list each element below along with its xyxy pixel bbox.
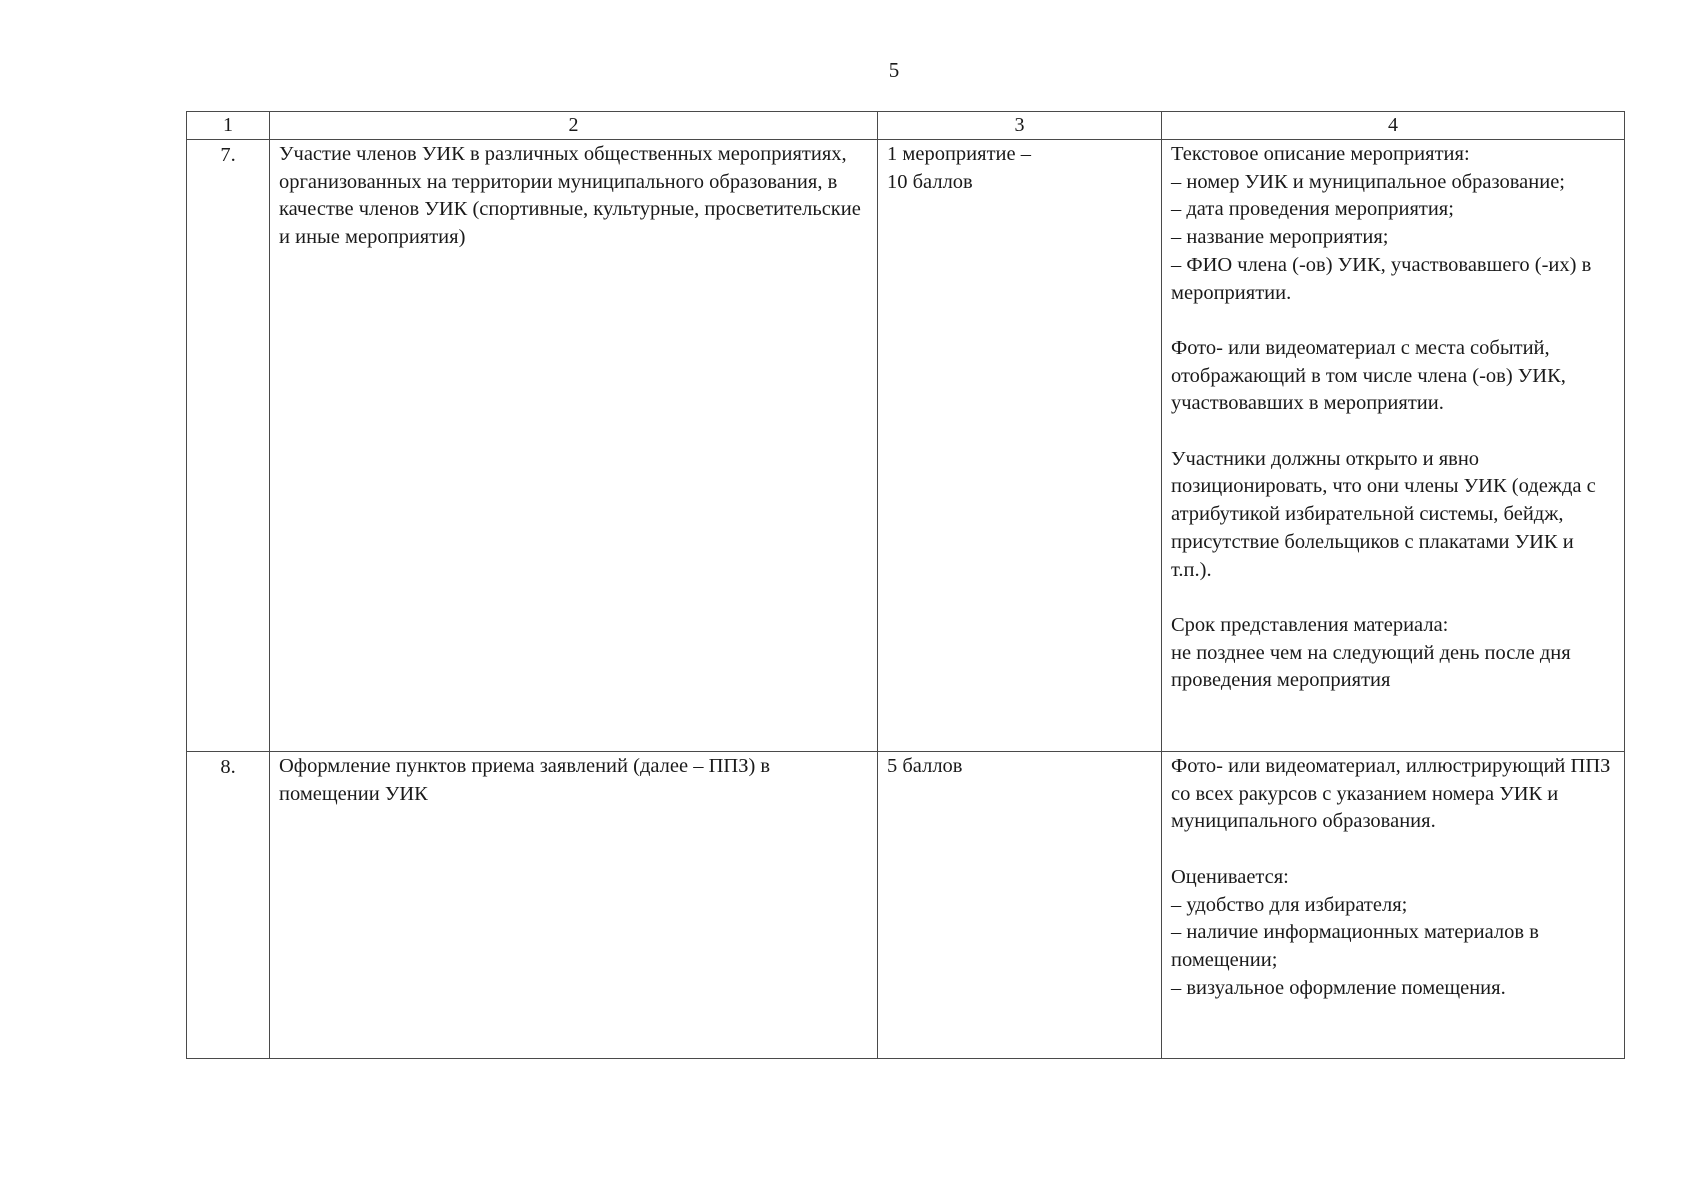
criteria-paragraph: Текстовое описание мероприятия: – номер УИК и муниципальное образование; – дата проведения мероприятия; – название мероприятия; – ФИО члена (-ов) УИК, участвовавшего (-их) в мероприятии. xyxy=(1171,143,1592,304)
header-col-3: 3 xyxy=(878,112,1162,140)
criteria xyxy=(1162,140,1625,752)
activity-text: Оформление пунктов приема заявлений (далее – ППЗ) в помещении УИК xyxy=(279,755,771,805)
criteria-paragraph: Срок представления материала: не позднее чем на следующий день после дня проведения мероприятия xyxy=(1171,613,1571,692)
score-text: 1 мероприятие – 10 баллов xyxy=(887,143,1031,193)
table-header-row xyxy=(187,112,1625,140)
criteria-paragraph: Фото- или видеоматериал, иллюстрирующий ППЗ со всех ракурсов с указанием номера УИК и муниципального образования. xyxy=(1171,755,1611,833)
table-row xyxy=(187,752,1625,1059)
row-number: 8. xyxy=(187,752,270,1059)
score-text: 5 баллов xyxy=(887,755,963,777)
row-number: 7. xyxy=(187,140,270,752)
page-number: 5 xyxy=(888,58,900,82)
activity-description xyxy=(270,140,878,752)
activity-description xyxy=(270,752,878,1059)
header-col-2: 2 xyxy=(270,112,878,140)
header-col-4: 4 xyxy=(1162,112,1625,140)
criteria-paragraph: Фото- или видеоматериал с места событий, отображающий в том числе члена (-ов) УИК, участвовавших в мероприятии. xyxy=(1171,336,1566,415)
criteria xyxy=(1162,752,1625,1059)
activity-text: Участие членов УИК в различных общественных мероприятиях, организованных на территории муниципального образования, в качестве членов УИК (спортивные, культурные, просветительские и иные мероприятия) xyxy=(279,143,861,249)
header-col-1: 1 xyxy=(187,112,270,140)
criteria-paragraph: Участники должны открыто и явно позиционировать, что они члены УИК (одежда с атрибутикой избирательной системы, бейдж, присутствие болельщиков с плакатами УИК и т.п.). xyxy=(1171,447,1596,581)
criteria-table xyxy=(186,111,1625,1059)
table-row xyxy=(187,140,1625,752)
score xyxy=(878,752,1162,1059)
score xyxy=(878,140,1162,752)
criteria-paragraph: Оценивается: – удобство для избирателя; – наличие информационных материалов в помещении; – визуальное оформление помещения. xyxy=(1171,865,1539,999)
